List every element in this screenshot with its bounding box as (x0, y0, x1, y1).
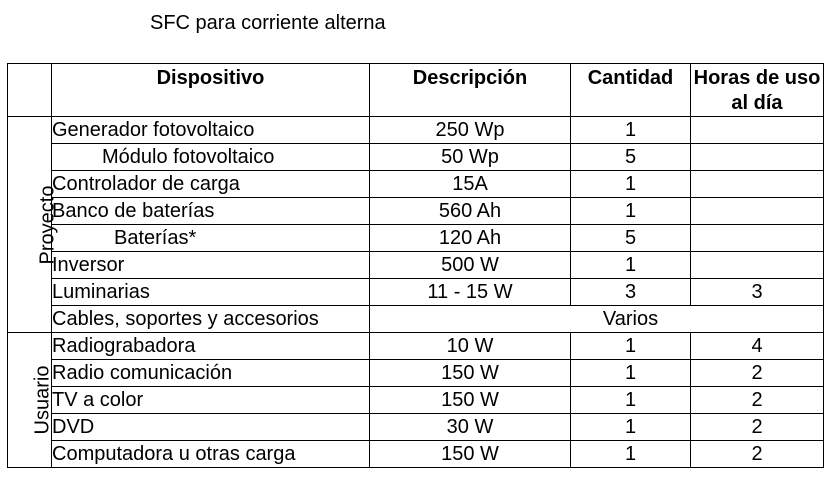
cell-horas: 4 (691, 333, 824, 360)
cell-descripcion: 15A (370, 171, 571, 198)
group-usuario (8, 333, 52, 468)
cell-cantidad: 1 (571, 171, 691, 198)
cell-cantidad: 1 (571, 198, 691, 225)
table-row (8, 198, 824, 225)
table-row (8, 441, 824, 468)
cell-horas (691, 198, 824, 225)
cell-descripcion: 500 W (370, 252, 571, 279)
cell-horas (691, 252, 824, 279)
cell-dispositivo: Computadora u otras carga (52, 441, 370, 468)
cell-cantidad: 1 (571, 360, 691, 387)
cell-horas: 2 (691, 414, 824, 441)
cell-dispositivo: DVD (52, 414, 370, 441)
header-dispositivo: Dispositivo (52, 64, 370, 117)
cell-cantidad: Varios (571, 306, 691, 333)
cell-cantidad: 1 (571, 333, 691, 360)
table-row (8, 333, 824, 360)
cell-cantidad: 5 (571, 144, 691, 171)
cell-descripcion: 50 Wp (370, 144, 571, 171)
table-row (8, 387, 824, 414)
cell-descripcion: 11 - 15 W (370, 279, 571, 306)
cell-horas: 3 (691, 279, 824, 306)
page-title: SFC para corriente alterna (150, 12, 386, 34)
cell-horas (691, 144, 824, 171)
group-proyecto-label: Proyecto (36, 185, 59, 264)
header-group (8, 64, 52, 117)
cell-cantidad: 1 (571, 117, 691, 144)
cell-horas: 2 (691, 441, 824, 468)
table-row (8, 279, 824, 306)
table-row (8, 225, 824, 252)
table-header-row (8, 64, 824, 117)
cell-cantidad: 1 (571, 414, 691, 441)
cell-horas (691, 306, 824, 333)
cell-descripcion: 150 W (370, 360, 571, 387)
cell-dispositivo: Inversor (52, 252, 370, 279)
table-row (8, 414, 824, 441)
cell-horas (691, 117, 824, 144)
cell-descripcion: 150 W (370, 387, 571, 414)
header-cantidad: Cantidad (571, 64, 691, 117)
header-descripcion: Descripción (370, 64, 571, 117)
table-row (8, 360, 824, 387)
cell-dispositivo: Radiograbadora (52, 333, 370, 360)
cell-cantidad: 5 (571, 225, 691, 252)
cell-dispositivo: Cables, soportes y accesorios (52, 306, 370, 333)
cell-descripcion: 150 W (370, 441, 571, 468)
cell-dispositivo: TV a color (52, 387, 370, 414)
cell-cantidad: 1 (571, 387, 691, 414)
cell-horas: 2 (691, 360, 824, 387)
cell-dispositivo: Controlador de carga (52, 171, 370, 198)
cell-descripcion (370, 306, 571, 333)
cell-descripcion: 250 Wp (370, 117, 571, 144)
cell-descripcion: 30 W (370, 414, 571, 441)
cell-descripcion: 10 W (370, 333, 571, 360)
group-usuario-label: Usuario (31, 365, 54, 435)
cell-cantidad: 1 (571, 252, 691, 279)
cell-horas (691, 225, 824, 252)
devices-table (7, 63, 824, 468)
cell-dispositivo: Módulo fotovoltaico (52, 144, 370, 171)
cell-cantidad: 3 (571, 279, 691, 306)
table-row (8, 144, 824, 171)
cell-dispositivo: Radio comunicación (52, 360, 370, 387)
cell-horas (691, 171, 824, 198)
cell-dispositivo: Baterías* (52, 225, 370, 252)
table-row (8, 306, 824, 333)
group-proyecto (8, 117, 59, 333)
header-horas: Horas de uso al día (691, 64, 824, 117)
cell-dispositivo: Banco de baterías (52, 198, 370, 225)
cell-cantidad: 1 (571, 441, 691, 468)
table-row (8, 117, 824, 144)
cell-descripcion: 120 Ah (370, 225, 571, 252)
cell-descripcion: 560 Ah (370, 198, 571, 225)
cell-dispositivo: Luminarias (52, 279, 370, 306)
cell-dispositivo: Generador fotovoltaico (52, 117, 370, 144)
table-row (8, 252, 824, 279)
cell-horas: 2 (691, 387, 824, 414)
table-row (8, 171, 824, 198)
